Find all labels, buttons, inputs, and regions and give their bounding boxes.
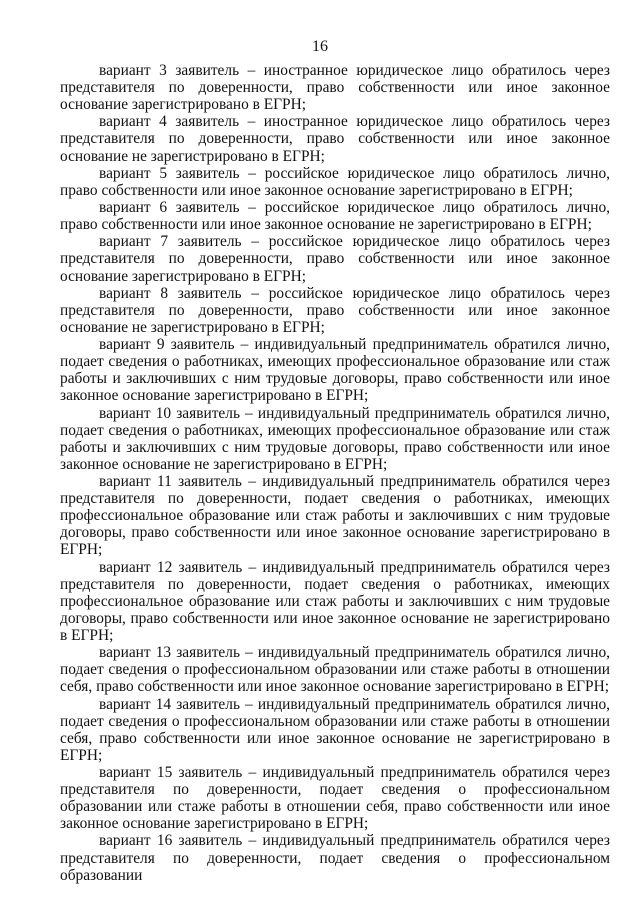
variant-paragraph: вариант 9 заявитель – индивидуальный предприниматель обратился лично, подает сведения о работниках, имеющих профессиональное образование или стаж работы и заключивших с ним трудовые договоры, право собственности или иное законное основание зарегистрировано в ЕГРН; bbox=[60, 336, 610, 405]
variant-paragraph: вариант 10 заявитель – индивидуальный предприниматель обратился лично, подает сведения о работниках, имеющих профессиональное образование или стаж работы и заключивших с ним трудовые договоры, право собственности или иное законное основание не зарегистрировано в ЕГРН; bbox=[60, 404, 610, 473]
variant-paragraph: вариант 15 заявитель – индивидуальный предприниматель обратился через представителя по доверенности, подает сведения о профессиональном образовании или стаже работы в отношении себя, право собственности или иное законное основание зарегистрировано в ЕГРН; bbox=[60, 763, 610, 833]
document-body bbox=[60, 62, 610, 884]
variant-paragraph: вариант 12 заявитель – индивидуальный предприниматель обратился через представителя по доверенности, подает сведения о работниках, имеющих профессиональное образование или стаж работы и заключивших с ним трудовые договоры, право собственности или иное законное основание не зарегистрировано в ЕГРН; bbox=[60, 558, 610, 644]
page-number: 16 bbox=[312, 38, 328, 55]
variant-paragraph: вариант 16 заявитель – индивидуальный предприниматель обратился через представителя по доверенности, подает сведения о профессиональном образовании bbox=[60, 832, 610, 884]
variant-paragraph: вариант 11 заявитель – индивидуальный предприниматель обратился через представителя по доверенности, подает сведения о работниках, имеющих профессиональное образование или стаж работы и заключивших с ним трудовые договоры, право собственности или иное законное основание зарегистрировано в ЕГРН; bbox=[60, 473, 610, 559]
variant-paragraph: вариант 4 заявитель – иностранное юридическое лицо обратилось через представителя по доверенности, право собственности или иное законное основание не зарегистрировано в ЕГРН; bbox=[60, 113, 610, 165]
variant-paragraph: вариант 8 заявитель – российское юридическое лицо обратилось через представителя по доверенности, право собственности или иное законное основание не зарегистрировано в ЕГРН; bbox=[60, 284, 610, 336]
variant-paragraph: вариант 5 заявитель – российское юридическое лицо обратилось лично, право собственности или иное законное основание зарегистрировано в ЕГРН; bbox=[60, 164, 610, 199]
variant-paragraph: вариант 7 заявитель – российское юридическое лицо обратилось через представителя по доверенности, право собственности или иное законное основание зарегистрировано в ЕГРН; bbox=[60, 233, 610, 285]
variant-paragraph: вариант 3 заявитель – иностранное юридическое лицо обратилось через представителя по доверенности, право собственности или иное законное основание зарегистрировано в ЕГРН; bbox=[60, 62, 610, 114]
variant-paragraph: вариант 13 заявитель – индивидуальный предприниматель обратился лично, подает сведения о профессиональном образовании или стаже работы в отношении себя, право собственности или иное законное основание зарегистрировано в ЕГРН; bbox=[60, 644, 610, 696]
variant-paragraph: вариант 14 заявитель – индивидуальный предприниматель обратился лично, подает сведения о профессиональном образовании или стаже работы в отношении себя, право собственности или иное законное основание не зарегистрировано в ЕГРН; bbox=[60, 695, 610, 764]
variant-paragraph: вариант 6 заявитель – российское юридическое лицо обратилось лично, право собственности или иное законное основание не зарегистрировано в ЕГРН; bbox=[60, 199, 610, 234]
